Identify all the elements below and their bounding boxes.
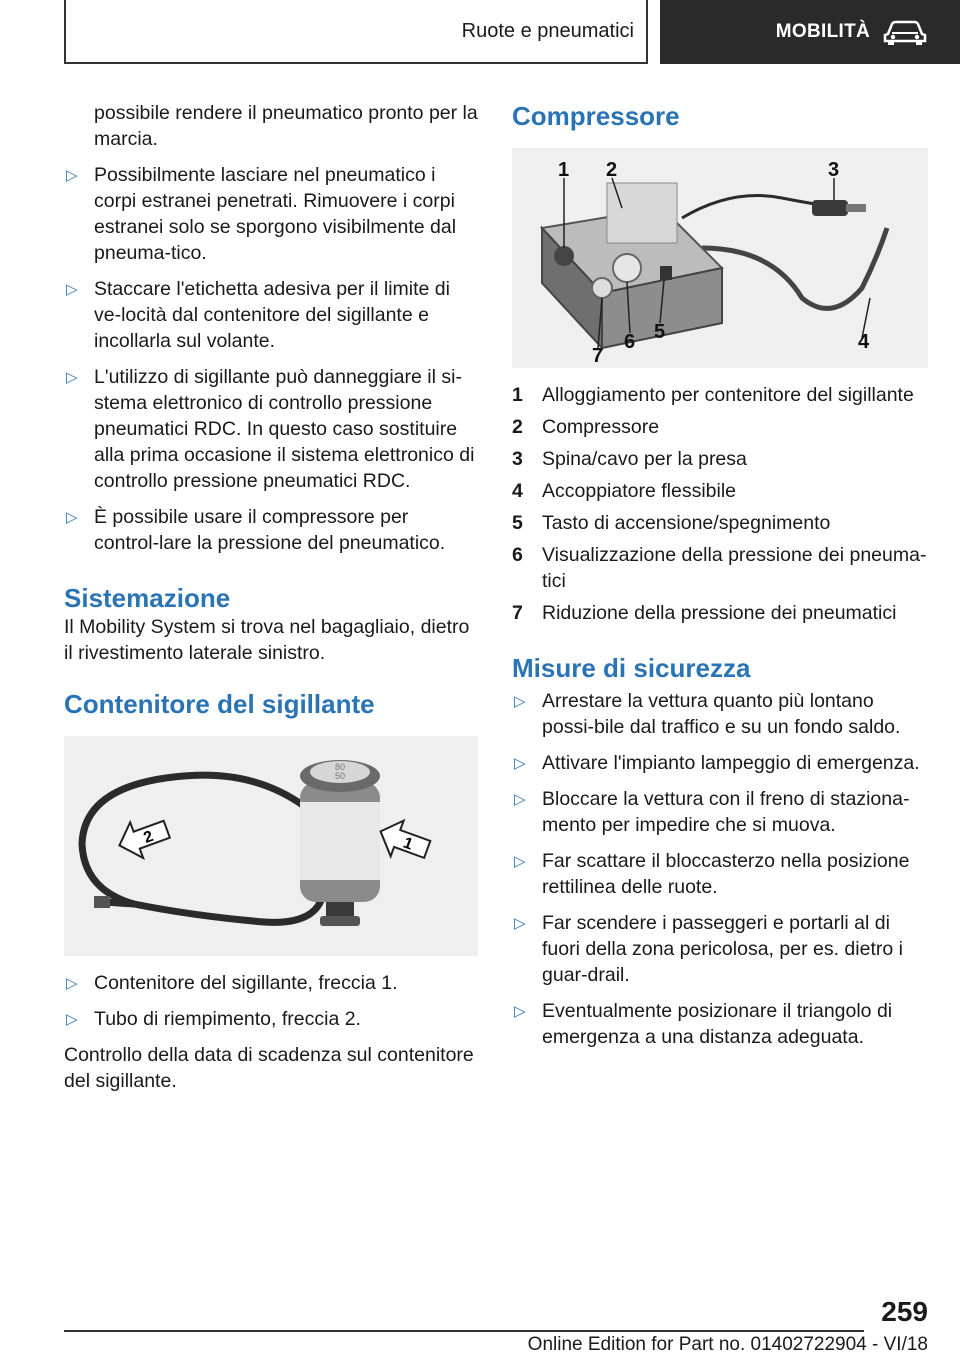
list-item: ▷ Attivare l'impianto lampeggio di emergenza. — [512, 750, 928, 776]
list-item: ▷ Eventualmente posizionare il triangolo di emergenza a una distanza adeguata. — [514, 1000, 893, 1048]
sicurezza-heading: Misure di sicurezza — [512, 653, 751, 683]
page-number: 259 — [881, 1296, 928, 1327]
dial-top-label: 80 — [334, 762, 346, 772]
compressore-heading: Compressore — [512, 101, 680, 131]
list-item: ▷ Possibilmente lasciare nel pneumatico i corpi estranei penetrati. Rimuovere i corpi estranei solo se sporgono visibilmente dal pneuma-tico. — [66, 164, 457, 264]
list-item: ▷ Staccare l'etichetta adesiva per il limite di ve-locità dal contenitore del sigillante e incollarla sul volante. — [66, 278, 450, 352]
legend-item: 4 Accoppiatore flessibile — [512, 480, 737, 502]
callout-5: 5 — [654, 321, 666, 343]
list-item: ▷ Tubo di riempimento, freccia 2. — [64, 1006, 478, 1032]
list-item: ▷ Arrestare la vettura quanto più lontano possi-bile dal traffico e su un fondo saldo. — [514, 690, 901, 738]
sistemazione-text: Il Mobility System si trova nel bagagliaio, dietro il rivestimento laterale sinistro. — [64, 616, 470, 664]
svg-text:2: 2 — [141, 827, 156, 847]
svg-text:1: 1 — [400, 834, 416, 854]
bullet-triangle-icon: ▷ — [514, 755, 526, 772]
bullet-triangle-icon: ▷ — [514, 1003, 526, 1020]
callout-7: 7 — [592, 345, 604, 367]
legend-item: 2 Compressore — [512, 416, 660, 438]
list-item: ▷ È possibile usare il compressore per control-lare la pressione del pneumatico. — [66, 506, 446, 554]
sealant-container-illustration — [64, 736, 478, 956]
bullet-triangle-icon: ▷ — [514, 791, 526, 808]
bullet-triangle-icon: ▷ — [66, 1011, 78, 1028]
list-item: ▷ Contenitore del sigillante, freccia 1. — [64, 970, 478, 996]
callout-4: 4 — [858, 331, 870, 353]
callout-3: 3 — [828, 159, 840, 181]
bullet-triangle-icon: ▷ — [66, 975, 78, 992]
sistemazione-heading: Sistemazione — [64, 583, 231, 613]
section-tab — [64, 0, 648, 64]
right-column — [512, 100, 928, 1060]
contenitore-note: Controllo della data di scadenza sul contenitore del sigillante. — [64, 1044, 474, 1092]
list-item: ▷ Far scendere i passeggeri e portarli al di fuori della zona pericolosa, per es. dietro i guar-drail. — [514, 912, 903, 986]
bullet-triangle-icon: ▷ — [66, 281, 78, 298]
intro-continuation: possibile rendere il pneumatico pronto per la marcia. — [94, 102, 478, 150]
legend-item: 6 Visualizzazione della pressione dei pneuma-tici — [512, 544, 927, 592]
section-title: Ruote e pneumatici — [461, 19, 634, 42]
footer-divider — [64, 1330, 864, 1332]
arrow-1 — [374, 814, 434, 867]
sealant-container-figure — [64, 736, 478, 956]
edition-text: Online Edition for Part no. 01402722904 - VI/18 — [527, 1334, 928, 1355]
legend-item: 3 Spina/cavo per la presa — [512, 448, 747, 470]
list-item: ▷ Bloccare la vettura con il freno di staziona-mento per impedire che si muova. — [514, 788, 910, 836]
bullet-triangle-icon: ▷ — [66, 167, 78, 184]
bullet-triangle-icon: ▷ — [514, 693, 526, 710]
legend-item: 5 Tasto di accensione/spegnimento — [512, 512, 831, 534]
callout-1: 1 — [558, 159, 570, 181]
left-column — [64, 100, 478, 1094]
chapter-title: MOBILITÀ — [775, 21, 870, 42]
dial-bottom-label: 50 — [334, 771, 346, 781]
car-icon — [882, 18, 928, 46]
list-item: ▷ L'utilizzo di sigillante può danneggiare il si-stema elettronico di controllo pressione pneumatici RDC. In questo caso sostituire alla prima occasione il sistema elettronico di controllo pressione pneumatici RDC. — [66, 366, 475, 492]
callout-6: 6 — [624, 331, 636, 353]
compressor-figure — [512, 148, 928, 368]
compressor-legend — [512, 382, 928, 626]
callout-2: 2 — [606, 159, 618, 181]
compressor-illustration — [512, 148, 928, 368]
bullet-triangle-icon: ▷ — [514, 915, 526, 932]
legend-item: 7 Riduzione della pressione dei pneumatici — [512, 602, 897, 624]
chapter-tab — [660, 0, 960, 64]
arrow-2 — [113, 811, 173, 864]
bullet-triangle-icon: ▷ — [66, 509, 78, 526]
bullet-triangle-icon: ▷ — [66, 369, 78, 386]
legend-item: 1 Alloggiamento per contenitore del sigillante — [512, 384, 914, 406]
contenitore-heading: Contenitore del sigillante — [64, 689, 375, 719]
bullet-triangle-icon: ▷ — [514, 853, 526, 870]
list-item: ▷ Far scattare il bloccasterzo nella posizione rettilinea delle ruote. — [514, 850, 910, 898]
